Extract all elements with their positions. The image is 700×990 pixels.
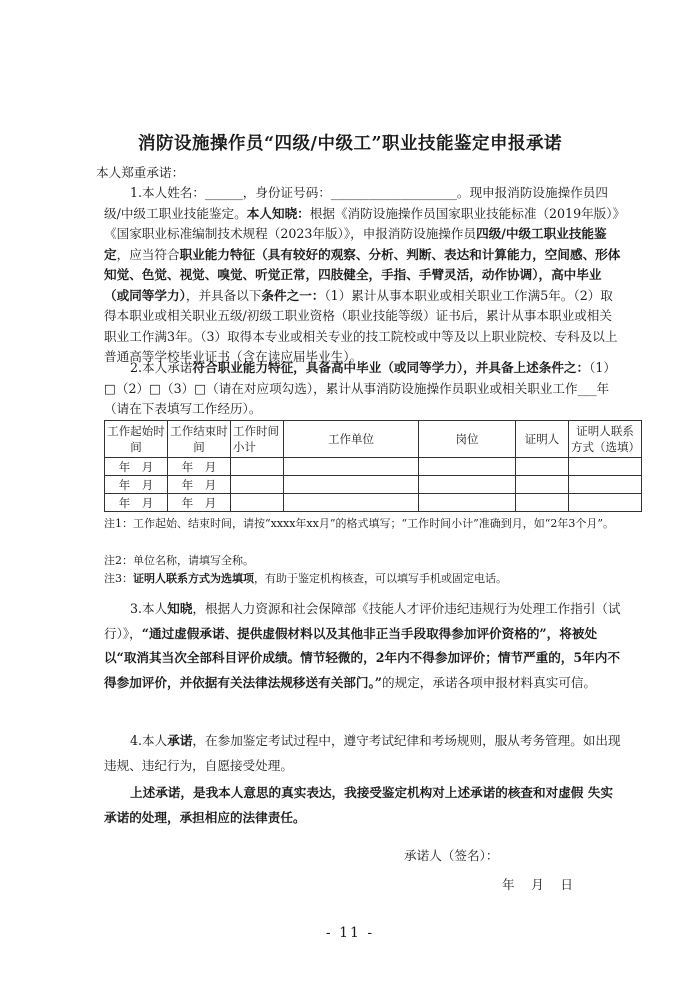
- p1-bold-level: 四级/中级工职业技能鉴定: [104, 226, 607, 262]
- table-cell-start[interactable]: 年 月: [105, 458, 168, 476]
- p1-text-a: 1.本人姓名：______，身份证号码：____________________。现申报消防设施操作员四级/中级工职业技能鉴定。: [104, 185, 608, 221]
- p1-text-g: ，并具备以下: [185, 287, 262, 303]
- table-header: 工作时间小计: [231, 421, 284, 458]
- p4-bold-commit: 承诺: [167, 733, 193, 748]
- table-cell-start[interactable]: 年 月: [105, 476, 168, 494]
- table-row: [105, 476, 642, 494]
- document-title: 消防设施操作员“四级/中级工”职业技能鉴定申报承诺: [137, 134, 563, 154]
- p3-text-e: 的规定，承诺各项申报材料真实可信。: [382, 674, 597, 690]
- table-row: [105, 458, 642, 476]
- p3-text-a: 3.本人: [130, 601, 168, 616]
- table-cell-witness[interactable]: [516, 476, 569, 494]
- table-header: 工作起始时间: [105, 421, 168, 458]
- paragraph-4: [104, 729, 622, 778]
- p2-text-a: 2.本人承诺: [130, 360, 193, 375]
- table-cell-employer[interactable]: [284, 458, 419, 476]
- paragraph-3: [104, 597, 622, 695]
- page-number: - 11 -: [325, 925, 375, 941]
- p2-bold-commit: 符合职业能力特征，具备高中毕业（或同等学力），并具备上述条件之：: [192, 360, 590, 375]
- table-row: [105, 494, 642, 512]
- table-cell-contact[interactable]: [569, 476, 642, 494]
- table-header: 证明人联系方式（选填）: [569, 421, 642, 458]
- table-cell-witness[interactable]: [516, 494, 569, 512]
- table-cell-subtotal[interactable]: [231, 458, 284, 476]
- p1-bold-conditions: 条件之一：: [261, 287, 325, 303]
- table-cell-contact[interactable]: [569, 494, 642, 512]
- table-cell-witness[interactable]: [516, 458, 569, 476]
- table-cell-employer[interactable]: [284, 476, 419, 494]
- table-cell-employer[interactable]: [284, 494, 419, 512]
- p3-text-c: ，根据人力资源和社会保障部《技能人才评价违纪违规行为处理工作指引（试行）》，: [104, 601, 621, 641]
- table-cell-position[interactable]: [419, 458, 516, 476]
- note-1: 注1：工作起始、结束时间，请按“xxxx年xx月”的格式填写；“工作时间小计”准确到月，如“2年3个月”。: [104, 517, 614, 530]
- p1-text-e: ，应当符合: [116, 246, 180, 262]
- table-cell-end[interactable]: 年 月: [168, 494, 231, 512]
- table-header: 岗位: [419, 421, 516, 458]
- closing-statement: 上述承诺，是我本人意思的真实表达，我接受鉴定机构对上述承诺的核查和对虚假 失实承诺的处理，承担相应的法律责任。: [104, 785, 613, 825]
- salutation: 本人郑重承诺：: [96, 165, 185, 180]
- note-3-bold: 证明人联系方式为选填项: [133, 572, 254, 585]
- p1-bold-know: 本人知晓：: [246, 205, 310, 221]
- table-cell-position[interactable]: [419, 476, 516, 494]
- table-cell-subtotal[interactable]: [231, 476, 284, 494]
- table-header: 工作结束时间: [168, 421, 231, 458]
- p3-bold-penalty: “通过虚假承诺、提供虚假材料以及其他非正当手段取得参加评价资格的”，将被处以“取消其当次全部科目评价成绩。情节轻微的，2年内不得参加评价；情节严重的，5年内不得参加评价，并依据有关法律法规移送有关部门。”: [104, 625, 620, 690]
- table-cell-end[interactable]: 年 月: [168, 458, 231, 476]
- table-cell-end[interactable]: 年 月: [168, 476, 231, 494]
- note-2: 注2：单位名称，请填写全称。: [104, 554, 254, 567]
- table-cell-contact[interactable]: [569, 458, 642, 476]
- p1-text-c: 根据《消防设施操作员国家职业技能标准（2019年版）》《国家职业标准编制技术规程（2023年版）》，申报消防设施操作员: [104, 205, 619, 241]
- paragraph-2: [104, 358, 622, 420]
- p2-text-c: （1）□（2）□（3）□（请在对应项勾选），累计从事消防设施操作员职业或相关职业工作___年（请在下表填写工作经历）。: [104, 360, 617, 416]
- p4-text-a: 4.本人: [130, 733, 168, 748]
- table-cell-position[interactable]: [419, 494, 516, 512]
- paragraph-1: [104, 183, 622, 368]
- note-3-rest: ，有助于鉴定机构核查，可以填写手机或固定电话。: [254, 572, 507, 585]
- work-history-table: [104, 420, 642, 512]
- table-header: 证明人: [516, 421, 569, 458]
- note-3-label: 注3：: [104, 572, 133, 585]
- table-header-row: [105, 421, 642, 458]
- note-3: [104, 570, 644, 587]
- p3-bold-know: 知晓: [167, 601, 193, 616]
- p1-text-i: （1）累计从事本职业或相关职业工作满5年。（2）取得本职业或相关职业五级/初级工职业资格（职业技能等级）证书后，累计从事本职业或相关职业工作满3年。（3）取得本专业或相关专业的技工院校或中等及以上职业院校、专科及以上普通高等学校毕业证书（含在读应届毕业生）。: [104, 287, 618, 364]
- signature-label: 承诺人（签名）：: [404, 848, 499, 863]
- table-header: 工作单位: [284, 421, 419, 458]
- table-cell-start[interactable]: 年 月: [105, 494, 168, 512]
- p4-text-c: ，在参加鉴定考试过程中，遵守考试纪律和考场规则，服从考务管理。如出现违规、违纪行为，自愿接受处理。: [104, 733, 621, 773]
- table-cell-subtotal[interactable]: [231, 494, 284, 512]
- p1-bold-ability: 职业能力特征（具有较好的观察、分析、判断、表达和计算能力，空间感、形体知觉、色觉、视觉、嗅觉、听觉正常，四肢健全，手指、手臂灵活，动作协调），高中毕业（或同等学力）: [104, 246, 621, 303]
- date-label: 年 月 日: [502, 877, 575, 892]
